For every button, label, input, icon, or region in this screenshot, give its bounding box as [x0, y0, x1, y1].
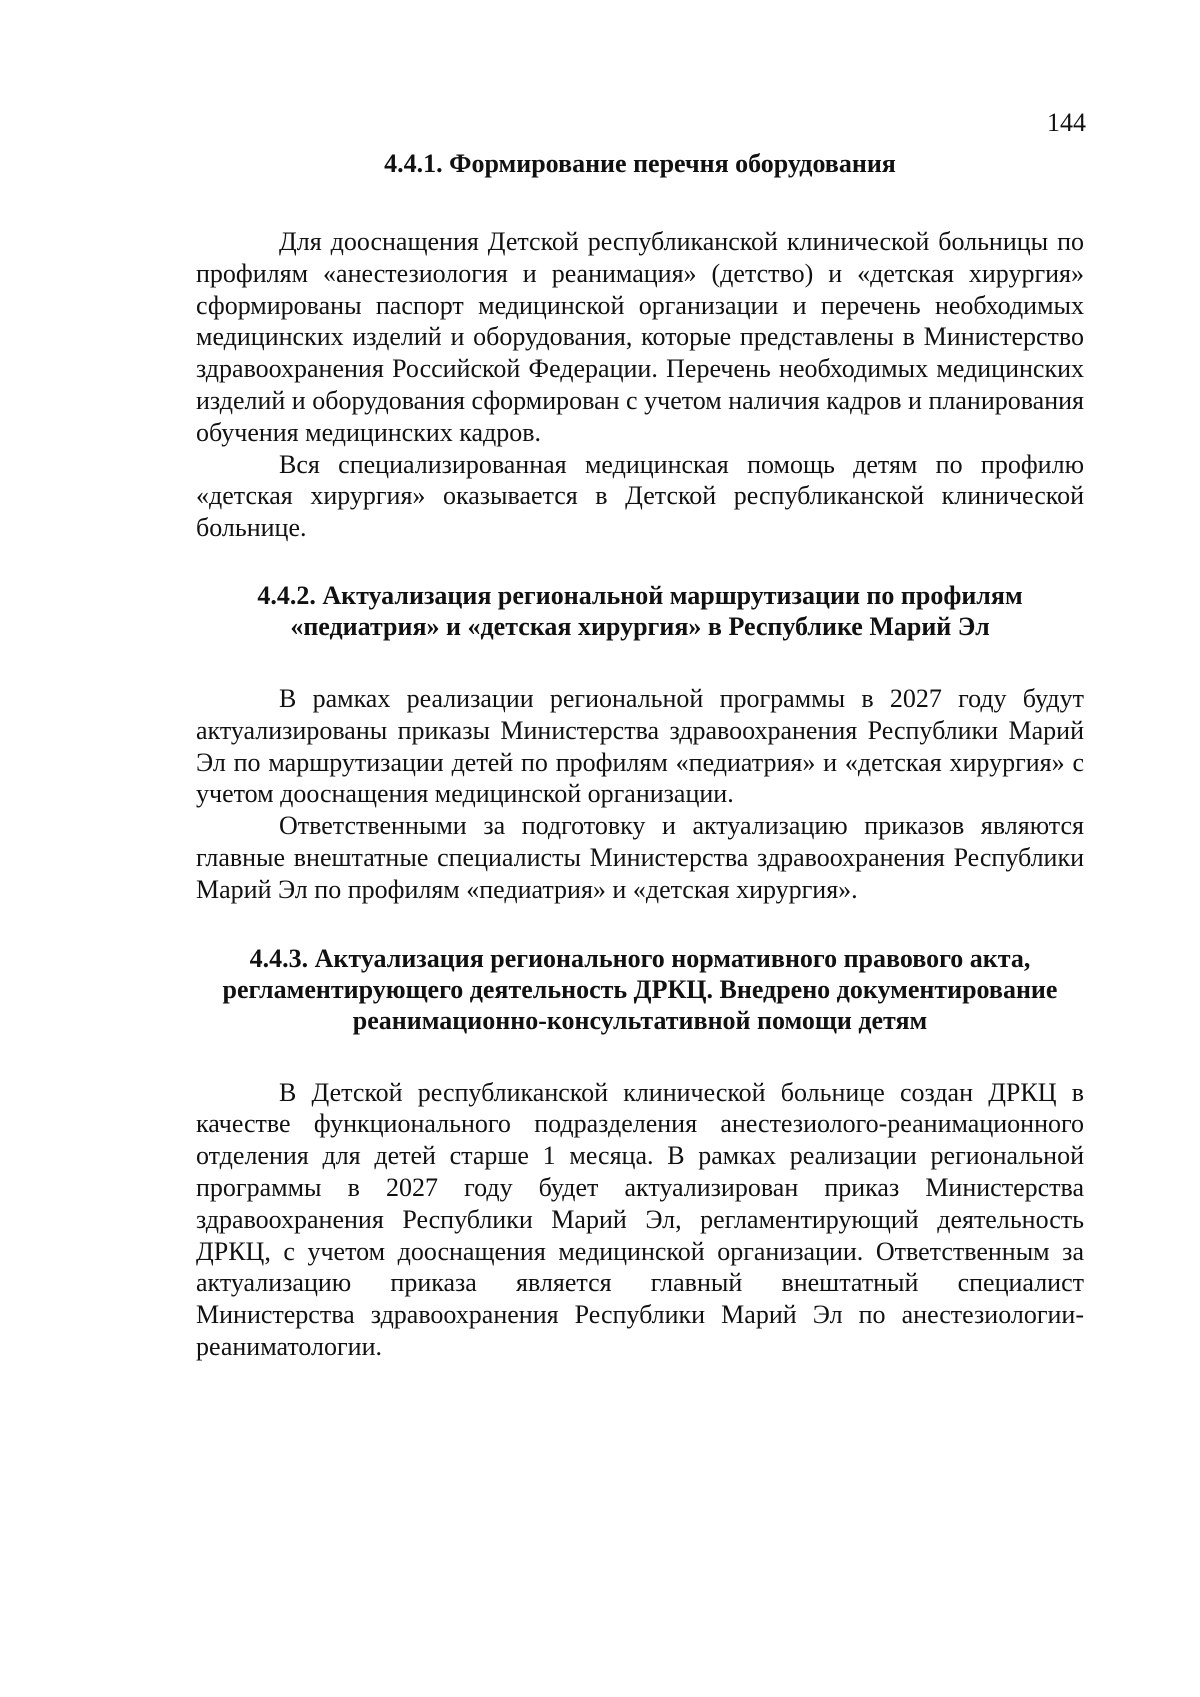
section-4-4-2 — [196, 580, 1084, 906]
paragraph: В Детской республиканской клинической больнице создан ДРКЦ в качестве функционального подразделения анестезиолого-реанимационного отделения для детей старше 1 месяца. В рамках реализации региональной программы в 2027 году будет актуализирован приказ Министерства здравоохранения Республики Марий Эл, регламентирующий деятельность ДРКЦ, с учетом дооснащения медицинской организации. Ответственным за актуализацию приказа является главный внештатный специалист Министерства здравоохранения Республики Марий Эл по анестезиологии-реаниматологии. — [196, 1077, 1084, 1361]
paragraph: Вся специализированная медицинская помощь детям по профилю «детская хирургия» оказывается в Детской республиканской клинической больнице. — [196, 449, 1084, 543]
paragraph: В рамках реализации региональной программы в 2027 году будут актуализированы приказы Министерства здравоохранения Республики Марий Эл по маршрутизации детей по профилям «педиатрия» и «детская хирургия» с учетом дооснащения медицинской организации. — [196, 683, 1084, 809]
section-4-4-3 — [196, 943, 1084, 1363]
paragraph: Ответственными за подготовку и актуализацию приказов являются главные внештатные специалисты Министерства здравоохранения Республики Марий Эл по профилям «педиатрия» и «детская хирургия». — [196, 811, 1084, 904]
section-heading: 4.4.1. Формирование перечня оборудования — [384, 149, 896, 178]
section-heading: 4.4.2. Актуализация региональной маршрутизации по профилям «педиатрия» и «детская хирургия» в Республике Марий Эл — [257, 580, 1023, 641]
section-4-4-1 — [196, 148, 1084, 544]
paragraph: Для дооснащения Детской республиканской клинической больницы по профилям «анестезиология и реанимация» (детство) и «детская хирургия» сформированы паспорт медицинской организации и перечень необходимых медицинских изделий и оборудования, которые представлены в Министерство здравоохранения Российской Федерации. Перечень необходимых медицинских изделий и оборудования сформирован с учетом наличия кадров и планирования обучения медицинских кадров. — [196, 227, 1084, 447]
document-body — [196, 148, 1084, 1363]
page-number: 144 — [1047, 108, 1086, 137]
section-heading: 4.4.3. Актуализация регионального нормативного правового акта, регламентирующего деятельность ДРКЦ. Внедрено документирование реанимационно-консультативной помощи детям — [222, 943, 1058, 1035]
